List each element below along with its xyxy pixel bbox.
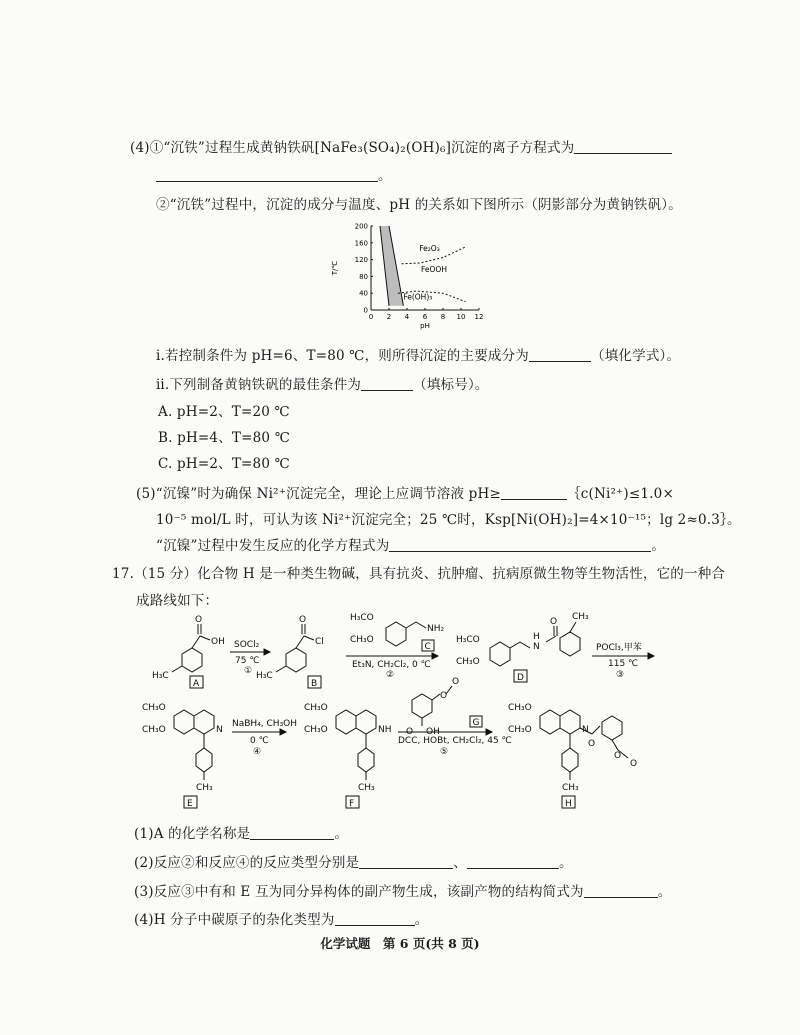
label-a: A [193,679,200,689]
r3-num: ③ [616,670,625,680]
answer-blank-17-2b[interactable] [467,854,559,869]
r4-reagent: NaBH₄, CH₃OH [232,719,298,729]
r1-reagent: SOCl₂ [234,640,260,650]
answer-blank-17-4[interactable] [335,911,415,926]
y-tick-label: 160 [354,239,368,248]
phase-diagram-chart [325,214,500,334]
q16-ii-text: ⅱ.下列制备黄钠铁矾的最佳条件为 [156,377,362,393]
period: 。 [414,912,429,928]
x-axis-label: pH [420,322,430,330]
d-ch3-label: CH₃ [572,612,589,622]
label-h: H [565,799,572,809]
e-n-label: N [216,725,223,735]
q17-4-text: (4)H 分子中碳原子的杂化类型为 [134,912,335,928]
b-cl-label: Cl [315,637,324,647]
g-o3-label: O [406,727,414,737]
region-label: FeOOH [421,265,447,275]
option-b: B. pH=4、T=80 ℃ [158,430,291,446]
q16-5-line3-text: “沉镍”过程中发生反应的化学方程式为 [156,538,390,554]
f-ch3o-2: CH₃O [304,725,328,735]
h-ch3o-2: CH₃O [508,725,532,735]
q17-1-line [134,822,348,842]
answer-blank-5b[interactable] [389,537,651,552]
q16-i-suffix: （填化学式）。 [591,348,681,364]
q16-4-1-line [130,136,672,156]
f-nh-label: NH [378,725,392,735]
q17-intro1: 17.（15 分）化合物 H 是一种类生物碱，具有抗炎、抗肿瘤、抗病原微生物等生物活性，它的一种合 [112,566,726,582]
period: 。 [334,826,349,842]
q16-i-line [156,344,680,364]
x-tick-label: 12 [474,313,484,321]
y-tick-label: 80 [359,272,368,281]
region-label: Fe₂O₃ [419,244,440,254]
x-tick-label: 10 [456,313,466,321]
e-ch3-label: CH₃ [196,783,213,793]
q16-ii-line [156,373,489,393]
b-o-label: O [299,615,307,625]
h-ch3o-1: CH₃O [508,703,532,713]
answer-blank-4-1[interactable] [574,139,672,154]
answer-blank-17-3[interactable] [584,883,658,898]
compound-b-structure [276,624,314,672]
option-c: C. pH=2、T=80 ℃ [158,456,290,472]
r5-num: ⑤ [440,747,449,757]
x-tick-label: 0 [368,313,374,321]
answer-blank-5[interactable] [501,485,567,500]
page-footer: 化学试题 第 6 页(共 8 页) [320,936,480,951]
q16-5-line1 [136,482,674,502]
r4-cond: 0 ℃ [250,736,269,746]
amine-reagent-structure [386,622,426,646]
label-d: D [517,673,524,683]
q16-ii-suffix: （填标号）。 [413,377,489,393]
y-tick-label: 40 [359,289,368,298]
q16-5-text: (5)“沉镍”时为确保 Ni²⁺沉淀完全，理论上应调节溶液 pH≥ [136,486,502,502]
compound-a-structure [172,624,210,672]
y-tick-label: 0 [363,306,368,315]
g-o-label: O [440,691,448,701]
compound-f-structure [336,710,376,780]
label-c: C [424,642,431,652]
label-b: B [311,679,318,689]
q16-i-text: ⅰ.若控制条件为 pH=6、T=80 ℃，则所得沉淀的主要成分为 [156,348,530,364]
a-o-label: O [195,615,203,625]
q16-5-suffix: ｛c(Ni²⁺)≤1.0× [567,486,674,502]
separator: 、 [453,855,467,871]
x-tick-label: 6 [422,313,428,321]
q17-1-text: (1)A 的化学名称是 [134,826,251,842]
period: 。 [558,855,573,871]
d-nh-label: H [533,632,540,642]
r3-reagent: POCl₃,甲苯 [596,643,642,653]
answer-blank-17-2a[interactable] [359,854,453,869]
r2-num: ② [386,670,395,680]
label-g: G [472,718,480,728]
d-o-label: O [550,617,558,627]
q16-5-line2: 10⁻⁵ mol/L 时，可认为该 Ni²⁺沉淀完全；25 ℃时，Ksp[Ni(OH)₂]=4×10⁻¹⁵；lg 2≈0.3｝。 [156,512,741,528]
q17-intro2: 成路线如下： [136,593,219,609]
a-oh-label: OH [211,637,225,647]
b-h3c-label: H₃C [256,671,273,681]
q16-4-1-line2 [156,164,392,184]
q16-5-line3 [156,534,665,554]
g-o2-label: O [452,677,460,687]
d-ch3o-1: H₃CO [456,635,480,645]
f-ch3-label: CH₃ [358,783,375,793]
a-h3c-label: H₃C [152,671,169,681]
jarosite-region [380,226,403,306]
h-o3-label: O [630,759,638,769]
h-o-label: O [588,739,596,749]
answer-blank-17-1[interactable] [250,825,334,840]
compound-h-structure [540,710,628,780]
x-tick-label: 8 [440,313,446,321]
period: 。 [378,168,392,184]
q16-4-2-text: ②“沉铁”过程中，沉淀的成分与温度、pH 的关系如下图所示（阴影部分为黄钠铁矾）。 [156,197,682,213]
q17-2-text: (2)反应②和反应④的反应类型分别是 [134,855,360,871]
r3-cond: 115 ℃ [608,659,639,669]
q17-3-text: (3)反应③中有和 E 互为同分异构体的副产物生成，该副产物的结构简式为 [134,884,584,900]
d-ch3o-2: CH₃O [456,657,480,667]
option-a: A. pH=2、T=20 ℃ [158,404,290,420]
q16-4-1-text: (4)①“沉铁”过程生成黄钠铁矾[NaFe₃(SO₄)₂(OH)₆]沉淀的离子方程式为 [130,140,575,156]
region-label: Fe(OH)₃ [403,292,433,302]
reagent-ch3o-2: CH₃O [350,635,374,645]
reagent-nh2: NH₂ [427,624,445,634]
r4-num: ④ [253,747,262,757]
answer-blank-i[interactable] [529,347,591,362]
y-axis-label: T/℃ [331,260,339,276]
period: 。 [657,884,672,900]
x-tick-label: 2 [386,313,392,321]
r5-cond: DCC, HOBt, CH₂Cl₂, 45 ℃ [398,736,512,746]
compound-e-structure [174,710,214,780]
r2-cond: Et₃N, CH₂Cl₂, 0 ℃ [352,660,431,670]
q17-4-line [134,908,428,928]
y-tick-label: 200 [354,222,368,231]
answer-blank-4-1b[interactable] [156,167,378,182]
d-n-label: N [533,642,540,652]
r1-num: ① [244,666,253,676]
synthesis-scheme [140,606,670,818]
g-oh-label: OH [426,727,440,737]
e-ch3o-1: CH₃O [142,703,166,713]
h-o2-label: O [614,751,622,761]
reagent-ch3o-1: H₃CO [350,613,374,623]
r1-cond: 75 ℃ [235,656,260,666]
period: 。 [651,538,666,554]
x-tick-label: 4 [404,313,410,321]
e-ch3o-2: CH₃O [142,725,166,735]
f-ch3o-1: CH₃O [304,703,328,713]
h-n-label: N [582,725,589,735]
q17-2-line [134,851,573,871]
q17-3-line [134,880,671,900]
label-f: F [349,799,355,809]
y-tick-label: 120 [354,256,368,265]
answer-blank-ii[interactable] [361,376,413,391]
label-e: E [187,799,193,809]
h-ch3-label: CH₃ [562,783,579,793]
